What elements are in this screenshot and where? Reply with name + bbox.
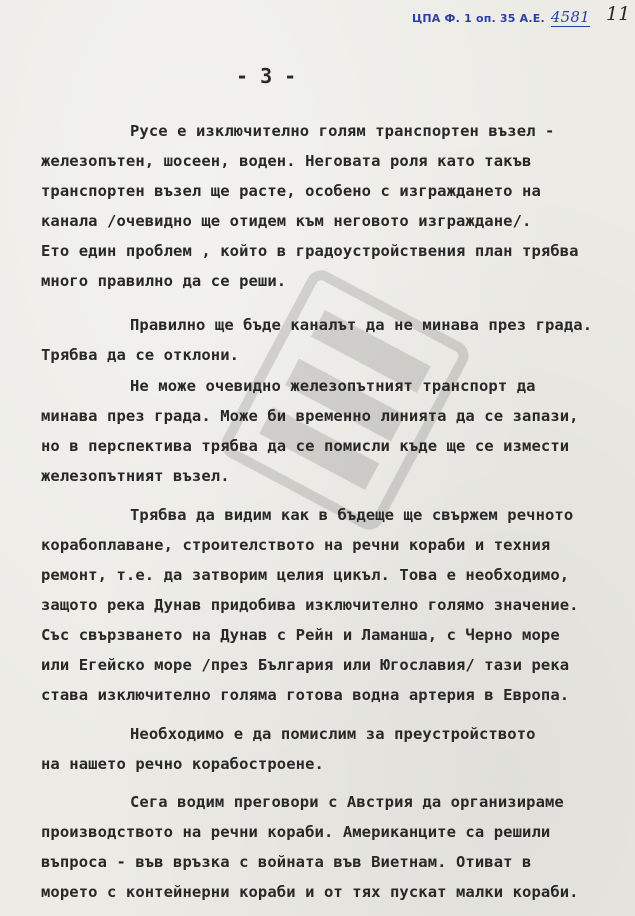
- text-line: но в перспектива трябва да се помисли къде ще се измести: [41, 437, 570, 455]
- text-line: Сега водим преговори с Австрия да организираме: [130, 793, 564, 811]
- text-line: Със свързването на Дунав с Рейн и Ламанша, с Черно море: [41, 626, 560, 644]
- text-line: минава през града. Може би временно линията да се запази,: [41, 407, 579, 425]
- text-line: корабоплаване, строителството на речни кораби и техния: [41, 536, 551, 554]
- archive-stamp: [412, 8, 590, 26]
- text-line: канала /очевидно ще отидем към неговото изграждане/.: [41, 212, 532, 230]
- text-line: Необходимо е да помислим за преустройството: [130, 725, 536, 743]
- text-line: или Егейско море /през България или Югославия/ тази река: [41, 656, 570, 674]
- text-line: Ето един проблем , който в градоустройствения план трябва: [41, 242, 579, 260]
- text-line: става изключително голяма готова водна артерия в Европа.: [41, 686, 570, 704]
- text-line: Правилно ще бъде каналът да не минава през града.: [130, 316, 593, 334]
- text-line: на нашето речно корабостроене.: [41, 755, 324, 773]
- text-line: железопътен, шосеен, воден. Неговата роля като такъв: [41, 152, 532, 170]
- text-line: въпроса - във връзка с войната във Виетнам. Отиват в: [41, 853, 532, 871]
- text-line: морето с контейнерни кораби и от тях пускат малки кораби.: [41, 883, 579, 901]
- sheet-number: 11: [606, 3, 631, 25]
- text-line: ремонт, т.е. да затворим целия цикъл. Това е необходимо,: [41, 566, 570, 584]
- text-line: Трябва да видим как в бъдеще ще свържем речното: [130, 506, 574, 524]
- text-line: защото река Дунав придобива изключително голямо значение.: [41, 596, 579, 614]
- page-number: - 3 -: [236, 64, 297, 88]
- text-line: Трябва да се отклони.: [41, 346, 240, 364]
- text-line: много правилно да се реши.: [41, 272, 287, 290]
- text-line: Не може очевидно железопътният транспорт да: [130, 377, 536, 395]
- watermark-stamp: [209, 258, 480, 541]
- text-line: транспортен възел ще расте, особено с изграждането на: [41, 182, 541, 200]
- text-line: железопътният възел.: [41, 467, 230, 485]
- archive-file-number: 4581: [550, 8, 590, 26]
- text-line: Русе е изключително голям транспортен възел -: [130, 122, 555, 140]
- text-line: производството на речни кораби. Американците са решили: [41, 823, 551, 841]
- archive-stamp-label: ЦПА Ф. 1 оп. 35 А.Е.: [412, 12, 545, 25]
